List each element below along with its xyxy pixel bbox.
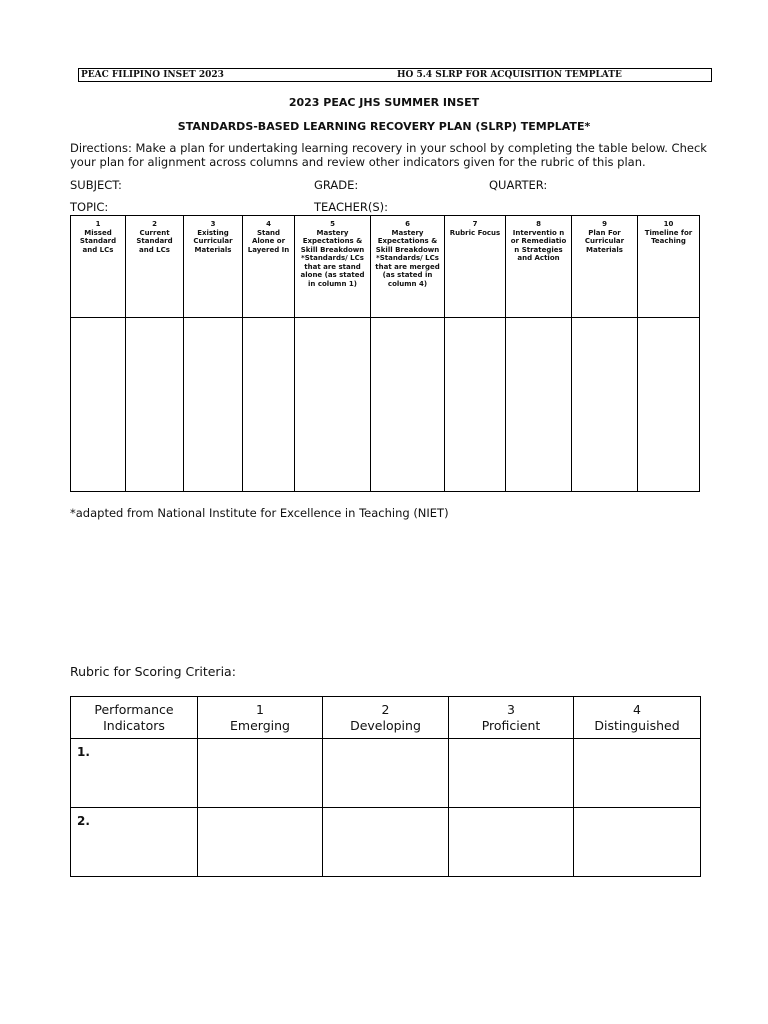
column-header xyxy=(638,216,700,318)
header-right: HO 5.4 SLRP FOR ACQUISITION TEMPLATE xyxy=(397,70,622,80)
column-label: Interventio n or Remediatio n Strategies and Action xyxy=(510,228,567,262)
column-header xyxy=(371,216,445,318)
table-cell[interactable] xyxy=(449,808,574,877)
column-label: Mastery Expectations & Skill Breakdown *Standards/ LCs that are stand alone (as stated in column 1) xyxy=(300,228,365,288)
table-cell[interactable] xyxy=(574,739,701,808)
column-number: 9 xyxy=(602,220,607,228)
table-cell[interactable] xyxy=(506,318,572,492)
column-header xyxy=(71,216,126,318)
column-label: Rubric Focus xyxy=(449,228,501,237)
grade-field: GRADE: xyxy=(314,178,359,192)
column-header xyxy=(126,216,184,318)
column-label: Mastery Expectations & Skill Breakdown *Standards/ LCs that are merged (as stated in column 4) xyxy=(375,228,440,288)
table-cell[interactable] xyxy=(126,318,184,492)
rubric-header-top: 4 xyxy=(633,701,641,717)
table-cell[interactable] xyxy=(371,318,445,492)
column-header xyxy=(572,216,638,318)
column-number: 4 xyxy=(266,220,271,228)
column-label: Stand Alone or Layered In xyxy=(247,228,290,254)
rubric-title: Rubric for Scoring Criteria: xyxy=(70,664,236,679)
rubric-header xyxy=(198,697,323,739)
rubric-header-label: Distinguished xyxy=(594,717,680,733)
table-cell[interactable] xyxy=(198,739,323,808)
rubric-header-label: Developing xyxy=(350,717,421,733)
table-cell[interactable] xyxy=(295,318,371,492)
rubric-row-number: 2. xyxy=(71,808,198,877)
page-subtitle: STANDARDS-BASED LEARNING RECOVERY PLAN (SLRP) TEMPLATE* xyxy=(177,120,591,133)
column-label: Current Standard and LCs xyxy=(136,228,173,254)
slrp-table xyxy=(70,215,700,492)
directions-text: Directions: Make a plan for undertaking learning recovery in your school by completing the table below. Check your plan for alignment across columns and review other indicators given for the rubric of this plan. xyxy=(70,141,707,169)
rubric-header-top: Performance xyxy=(94,701,174,717)
column-header xyxy=(445,216,506,318)
subject-field: SUBJECT: xyxy=(70,178,122,192)
table-cell[interactable] xyxy=(638,318,700,492)
table-cell[interactable] xyxy=(323,808,449,877)
topic-field: TOPIC: xyxy=(70,200,109,214)
column-label: Existing Curricular Materials xyxy=(193,228,233,254)
rubric-row-number: 1. xyxy=(71,739,198,808)
column-label: Timeline for Teaching xyxy=(644,228,693,245)
table-cell[interactable] xyxy=(574,808,701,877)
rubric-header-label: Proficient xyxy=(481,717,541,733)
column-number: 8 xyxy=(536,220,541,228)
column-number: 5 xyxy=(330,220,335,228)
document-header xyxy=(78,68,712,82)
rubric-header-top: 3 xyxy=(507,701,515,717)
rubric-header-top: 1 xyxy=(256,701,264,717)
column-header xyxy=(243,216,295,318)
column-number: 10 xyxy=(663,220,674,228)
header-left: PEAC FILIPINO INSET 2023 xyxy=(81,70,224,80)
column-label: Missed Standard and LCs xyxy=(79,228,117,254)
column-number: 1 xyxy=(95,220,101,228)
column-header xyxy=(295,216,371,318)
teacher-field: TEACHER(S): xyxy=(314,200,389,214)
page-title: 2023 PEAC JHS SUMMER INSET xyxy=(288,96,480,109)
table-cell[interactable] xyxy=(71,318,126,492)
column-header xyxy=(506,216,572,318)
table-cell[interactable] xyxy=(184,318,243,492)
column-label: Plan For Curricular Materials xyxy=(584,228,625,254)
column-header xyxy=(184,216,243,318)
column-number: 3 xyxy=(210,220,216,228)
rubric-header xyxy=(71,697,198,739)
rubric-header xyxy=(449,697,574,739)
table-cell[interactable] xyxy=(198,808,323,877)
column-number: 2 xyxy=(152,220,157,228)
quarter-field: QUARTER: xyxy=(489,178,548,192)
table-cell[interactable] xyxy=(445,318,506,492)
footnote: *adapted from National Institute for Excellence in Teaching (NIET) xyxy=(70,506,449,520)
rubric-table xyxy=(70,696,701,877)
table-cell[interactable] xyxy=(449,739,574,808)
rubric-header-label: Emerging xyxy=(230,717,290,733)
rubric-header-top: 2 xyxy=(381,701,390,717)
table-cell[interactable] xyxy=(572,318,638,492)
column-number: 7 xyxy=(472,220,478,228)
column-number: 6 xyxy=(405,220,410,228)
table-cell[interactable] xyxy=(323,739,449,808)
rubric-header-label: Indicators xyxy=(103,717,165,733)
rubric-header xyxy=(574,697,701,739)
rubric-header xyxy=(323,697,449,739)
table-cell[interactable] xyxy=(243,318,295,492)
